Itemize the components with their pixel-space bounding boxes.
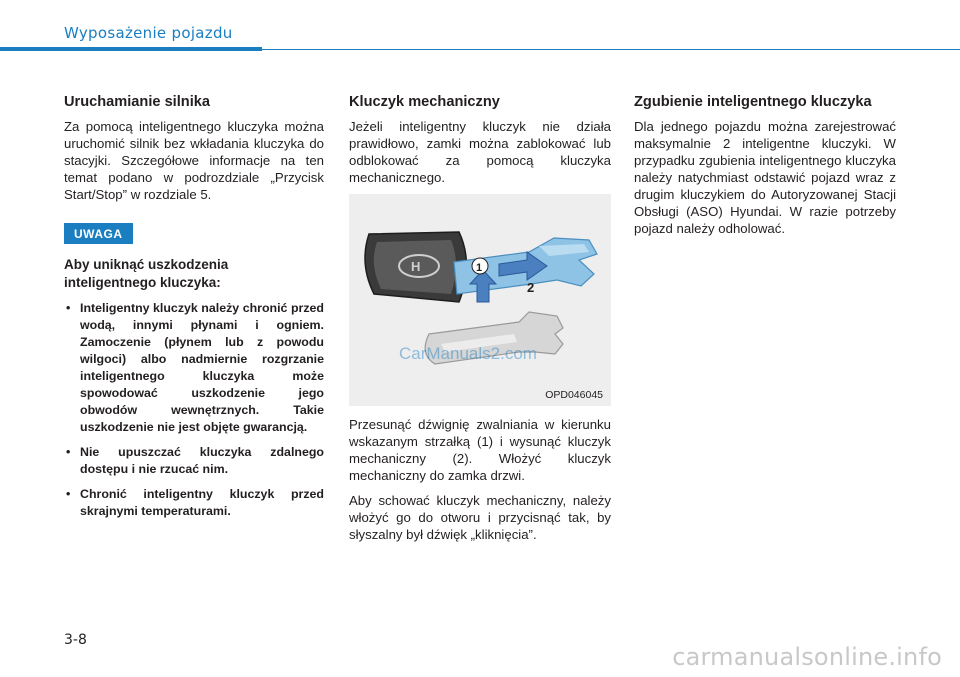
header-rule: [262, 49, 960, 50]
column-lost-key: [634, 94, 896, 245]
paragraph-mechanical-key-store: Aby schować kluczyk mechaniczny, należy włożyć go do otworu i przycisnąć tak, by słyszalny był dźwięk „kliknięcia”.: [349, 493, 611, 542]
site-watermark: carmanualsonline.info: [672, 643, 942, 671]
figure-code: OPD046045: [545, 389, 603, 401]
note-bullet-item: • Chronić inteligentny kluczyk przed skrajnymi temperaturami.: [64, 486, 324, 520]
section-header-title: Wyposażenie pojazdu: [64, 24, 233, 42]
note-title: Aby uniknąć uszkodzenia inteligentnego kluczyka:: [64, 257, 229, 290]
note-bullet-list: [64, 300, 324, 520]
page-number: 3-8: [64, 632, 87, 648]
note-badge: UWAGA: [64, 223, 133, 244]
paragraph-lost-key: Dla jednego pojazdu można zarejestrować maksymalnie 2 inteligentne kluczyki. W przypadku zgubienia inteligentnego kluczyka należy natychmiast odstawić pojazd wraz z drugim kluczykiem do Autoryzowanej Stacji Obsługi (ASO) Hyundai. W razie potrzeby pojazd należy odholować.: [634, 119, 896, 236]
note-bullet-item: • Inteligentny kluczyk należy chronić przed wodą, innymi płynami i ogniem. Zamoczenie (płynem lub z powodu wilgoci) albo nadmiernie rozgrzanie inteligentnego kluczyka może spowodować uszkodzenie jego obwodów wewnętrznych. Takie uszkodzenie nie jest objęte gwarancją.: [64, 300, 324, 436]
figure-watermark: CarManuals2.com: [399, 344, 537, 363]
paragraph-mechanical-key-remove: Przesunąć dźwignię zwalniania w kierunku wskazanym strzałką (1) i wysunąć kluczyk mechaniczny (2). Włożyć kluczyk mechaniczny do zamka drzwi.: [349, 417, 611, 483]
figure-smart-key-illustration: [349, 194, 611, 406]
column-engine-start: [64, 94, 324, 528]
heading-mechanical-key: Kluczyk mechaniczny: [349, 94, 500, 110]
column-mechanical-key: [349, 94, 611, 551]
svg-text:2: 2: [527, 280, 535, 295]
header-rule-accent: [0, 47, 262, 51]
svg-text:H: H: [411, 259, 421, 274]
heading-engine-start: Uruchamianie silnika: [64, 94, 210, 110]
paragraph-engine-start: Za pomocą inteligentnego kluczyka można uruchomić silnik bez wkładania kluczyka do stacyjki. Szczegółowe informacje na ten temat podano w podrozdziale „Przycisk Start/Stop” w rozdziale 5.: [64, 119, 324, 202]
svg-text:1: 1: [476, 262, 483, 274]
note-bullet-item: • Nie upuszczać kluczyka zdalnego dostępu i nie rzucać nim.: [64, 444, 324, 478]
smart-key-illustration: [349, 194, 611, 406]
paragraph-mechanical-key-intro: Jeżeli inteligentny kluczyk nie działa prawidłowo, zamki można zablokować lub odblokować za pomocą kluczyka mechanicznego.: [349, 119, 611, 185]
heading-lost-key: Zgubienie inteligentnego kluczyka: [634, 94, 872, 110]
